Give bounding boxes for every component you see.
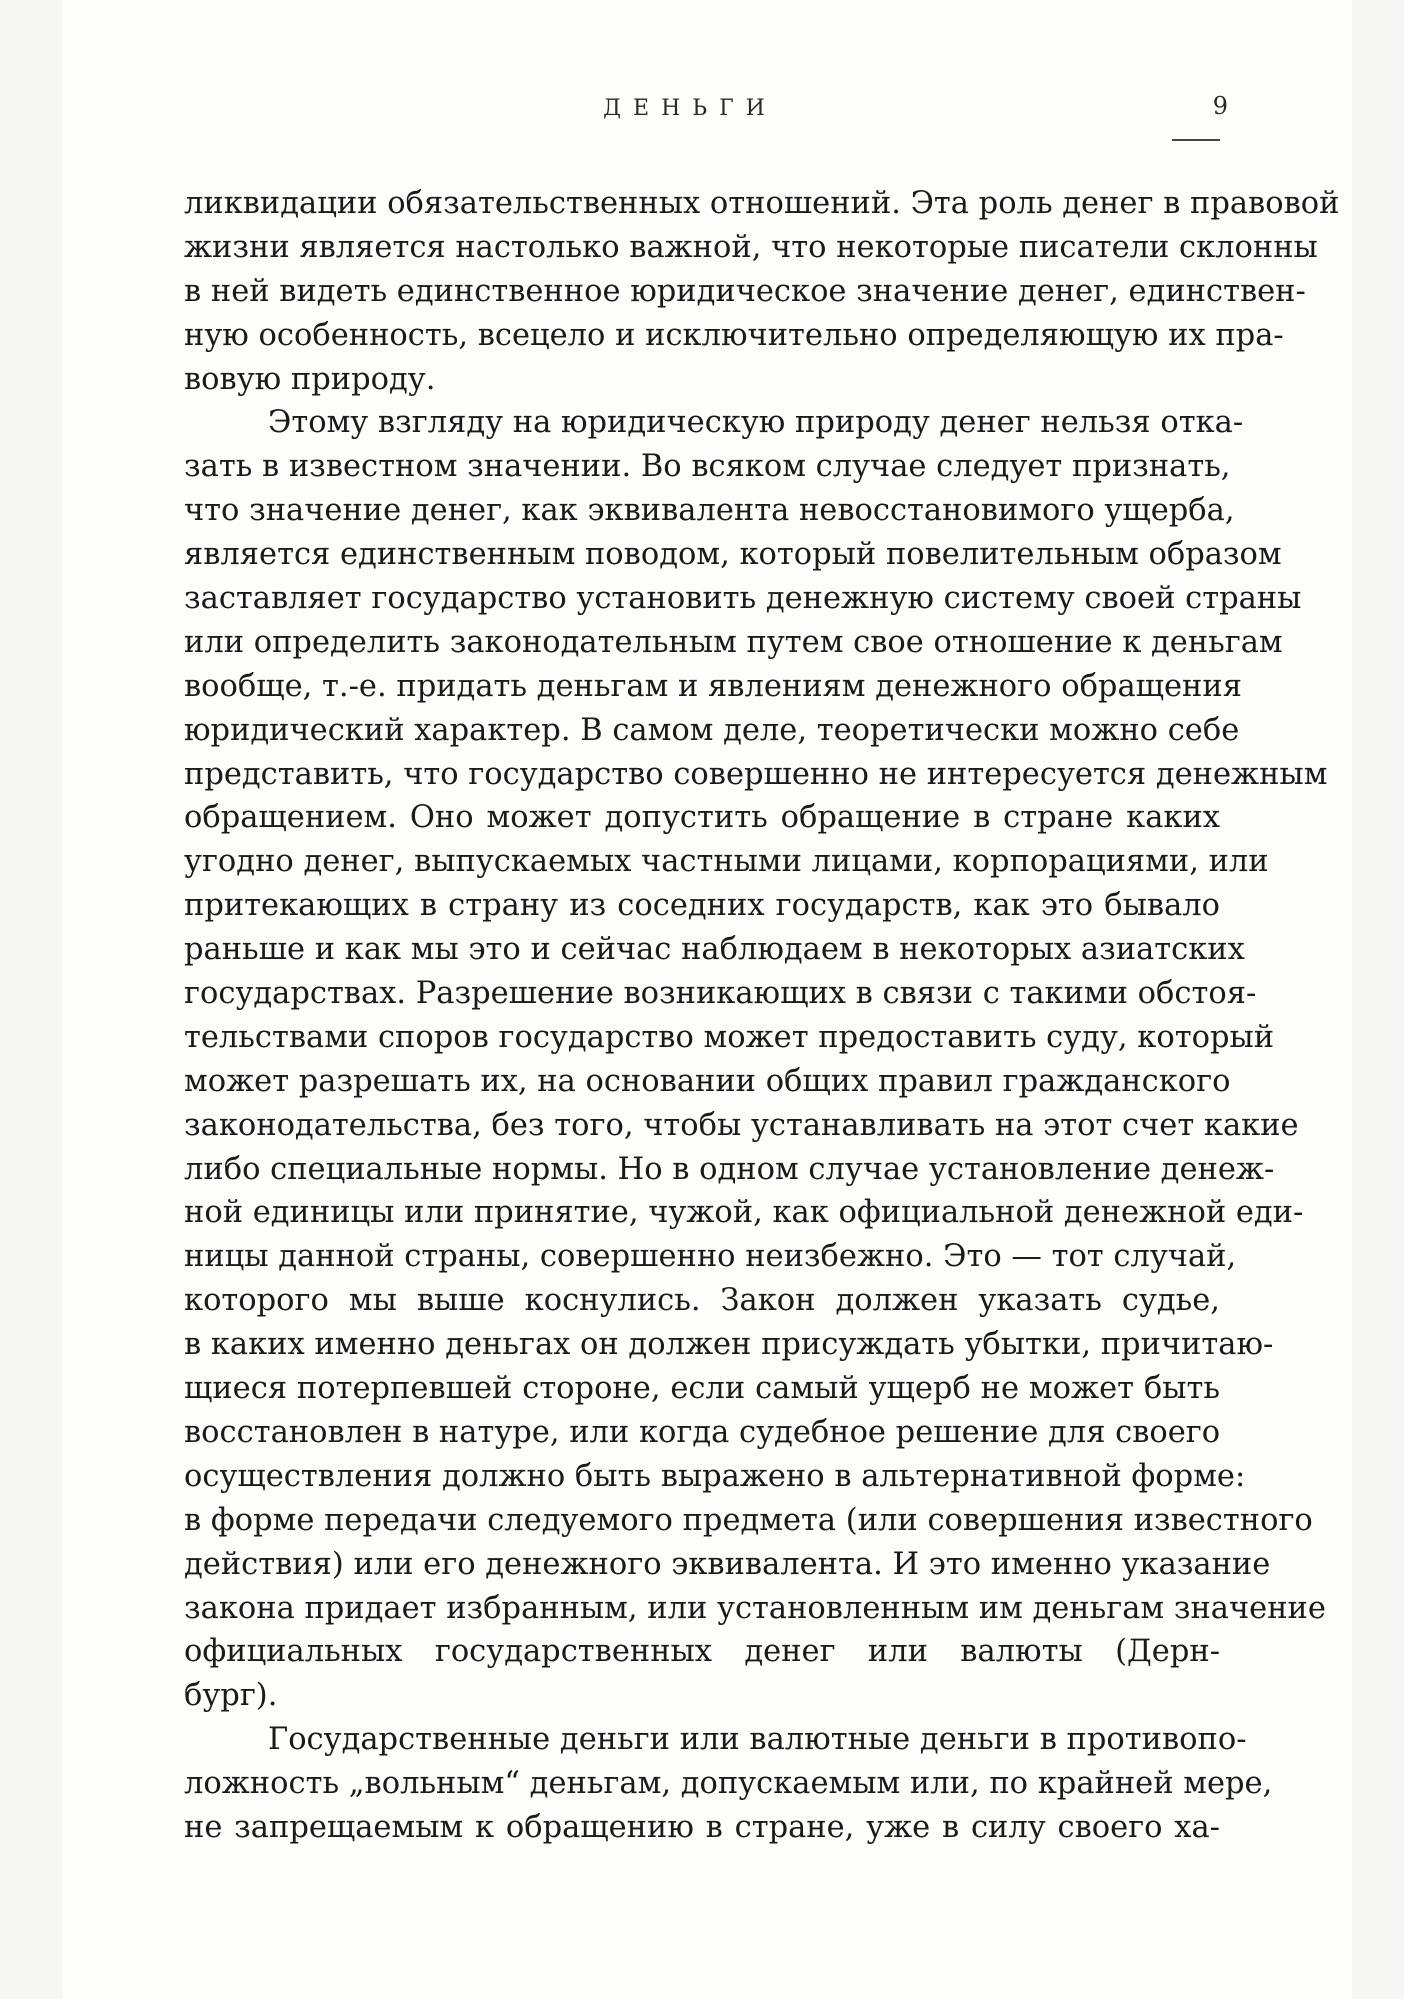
- text-line: в ней видеть единственное юридическое значение денег, единствен-: [184, 273, 1306, 309]
- text-line: угодно денег, выпускаемых частными лицами, корпорациями, или: [184, 844, 1269, 880]
- running-header-title: ДЕНЬГИ: [603, 96, 777, 121]
- text-line: может разрешать их, на основании общих правил гражданского: [184, 1063, 1231, 1099]
- text-line: обращением. Оно может допустить обращение в стране каких: [184, 800, 1220, 836]
- text-line: зать в известном значении. Во всяком случае следует признать,: [184, 449, 1231, 485]
- text-line: является единственным поводом, который повелительным образом: [184, 537, 1282, 573]
- text-line: действия) или его денежного эквивалента. И это именно указание: [184, 1546, 1271, 1582]
- text-line: восстановлен в натуре, или когда судебное решение для своего: [184, 1414, 1221, 1450]
- text-line: осуществления должно быть выражено в альтернативной форме:: [184, 1458, 1246, 1494]
- text-line: тельствами споров государство может предоставить суду, который: [184, 1019, 1275, 1055]
- text-line: в форме передачи следуемого предмета (или совершения известного: [184, 1502, 1313, 1538]
- text-line: в каких именно деньгах он должен присуждать убытки, причитаю-: [184, 1327, 1274, 1363]
- text-line: официальных государственных денег или валюты (Дерн-: [184, 1634, 1220, 1670]
- text-line: представить, что государство совершенно не интересуется денежным: [184, 756, 1328, 792]
- text-line: вовую природу.: [184, 361, 436, 397]
- text-line: ликвидации обязательственных отношений. Эта роль денег в правовой: [184, 186, 1340, 221]
- text-line: юридический характер. В самом деле, теоретически можно себе: [184, 712, 1240, 748]
- text-line: не запрещаемым к обращению в стране, уже в силу своего ха-: [184, 1809, 1220, 1845]
- text-line: законодательства, без того, чтобы устанавливать на этот счет какие: [184, 1107, 1299, 1143]
- text-line: что значение денег, как эквивалента невосстановимого ущерба,: [184, 493, 1235, 529]
- text-line: Государственные деньги или валютные деньги в противопо-: [268, 1722, 1247, 1758]
- text-line: бург).: [184, 1678, 278, 1714]
- text-line: щиеся потерпевшей стороне, если самый ущерб не может быть: [184, 1371, 1220, 1407]
- text-line: ницы данной страны, совершенно неизбежно. Это — тот случай,: [184, 1239, 1237, 1275]
- body-text: [184, 182, 1340, 1850]
- text-line: притекающих в страну из соседних государств, как это бывало: [184, 888, 1220, 924]
- text-line: заставляет государство установить денежную систему своей страны: [184, 581, 1302, 617]
- text-line: жизни является настолько важной, что некоторые писатели склонны: [184, 229, 1318, 265]
- page-number: 9: [1212, 92, 1228, 120]
- text-line: государствах. Разрешение возникающих в связи с такими обстоя-: [184, 976, 1257, 1012]
- text-line: ную особенность, всецело и исключительно определяющую их пра-: [184, 317, 1284, 353]
- text-line: вообще, т.-е. придать деньгам и явлениям денежного обращения: [184, 668, 1242, 704]
- text-line: Этому взгляду на юридическую природу денег нельзя отка-: [268, 405, 1244, 441]
- text-line: раньше и как мы это и сейчас наблюдаем в некоторых азиатских: [184, 932, 1245, 968]
- text-line: ложность „вольным“ деньгам, допускаемым или, по крайней мере,: [184, 1766, 1273, 1802]
- text-line: или определить законодательным путем свое отношение к деньгам: [184, 624, 1283, 660]
- text-line: закона придает избранным, или установленным им деньгам значение: [184, 1590, 1326, 1626]
- text-line: которого мы выше коснулись. Закон должен указать судье,: [184, 1283, 1220, 1319]
- page-number-rule: [1172, 139, 1220, 141]
- text-line: либо специальные нормы. Но в одном случае установление денеж-: [184, 1151, 1275, 1187]
- text-line: ной единицы или принятие, чужой, как официальной денежной еди-: [184, 1195, 1304, 1231]
